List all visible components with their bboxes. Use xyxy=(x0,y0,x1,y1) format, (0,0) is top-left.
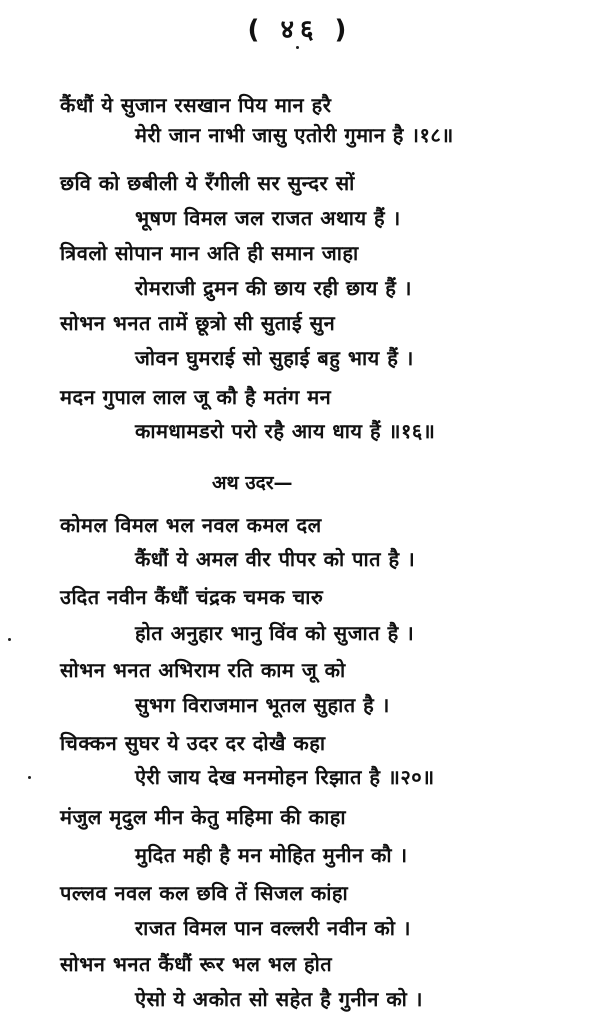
verse-line: पल्लव नवल कल छवि तें सिजल कांहा xyxy=(60,881,349,905)
verse-line: ऐरी जाय देख मनमोहन रिझात है ॥२०॥ xyxy=(135,765,435,789)
ink-speck xyxy=(28,776,31,779)
verse-line: मंजुल मृदुल मीन केतु महिमा की काहा xyxy=(60,805,347,829)
verse-line: ऐसो ये अकोत सो सहेत है गुनीन को । xyxy=(135,987,423,1011)
verse-line: त्रिवलो सोपान मान अति ही समान जाहा xyxy=(60,241,359,265)
ink-speck xyxy=(8,638,11,641)
verse-line: मुदित मही है मन मोहित मुनीन कौ । xyxy=(135,843,408,867)
verse-line: मदन गुपाल लाल जू कौ है मतंग मन xyxy=(60,385,332,409)
page-number: ( ४६ ) xyxy=(247,15,353,45)
verse-line: कोमल विमल भल नवल कमल दल xyxy=(60,513,322,537)
verse-line: सोभन भनत कैंधौं रूर भल भल होत xyxy=(60,952,333,976)
verse-line: राजत विमल पान वल्लरी नवीन को । xyxy=(135,916,412,940)
verse-line: मेरी जान नाभी जासु एतोरी गुमान है ।१८॥ xyxy=(135,123,454,147)
verse-line: सोभन भनत तामें छूत्रो सी सुताई सुन xyxy=(60,311,336,335)
verse-line: कैंधौं ये सुजान रसखान पिय मान हरै xyxy=(60,93,332,117)
verse-line: सोभन भनत अभिराम रति काम जू को xyxy=(60,658,346,682)
verse-line: उदित नवीन कैंधौं चंद्रक चमक चारु xyxy=(60,585,324,609)
verse-line: कामधामडरो परो रहै आय धाय हैं ॥१६॥ xyxy=(135,419,436,443)
verse-line: कैंधौं ये अमल वीर पीपर को पात है । xyxy=(135,547,416,571)
verse-line: होत अनुहार भानु विंव को सुजात है । xyxy=(135,621,415,645)
verse-line: भूषण विमल जल राजत अथाय हैं । xyxy=(135,206,401,230)
verse-line: रोमराजी द्रुमन की छाय रही छाय हैं । xyxy=(135,276,412,300)
verse-line: जोवन घुमराई सो सुहाई बहु भाय हैं । xyxy=(135,346,414,370)
section-heading: अथ उदर— xyxy=(212,472,293,494)
verse-line: छवि को छबीली ये रँगीली सर सुन्दर सों xyxy=(60,171,355,195)
verse-line: चिक्कन सुघर ये उदर दर दोखै कहा xyxy=(60,731,326,755)
ink-speck xyxy=(296,46,299,49)
verse-line: सुभग विराजमान भूतल सुहात है । xyxy=(135,693,390,717)
